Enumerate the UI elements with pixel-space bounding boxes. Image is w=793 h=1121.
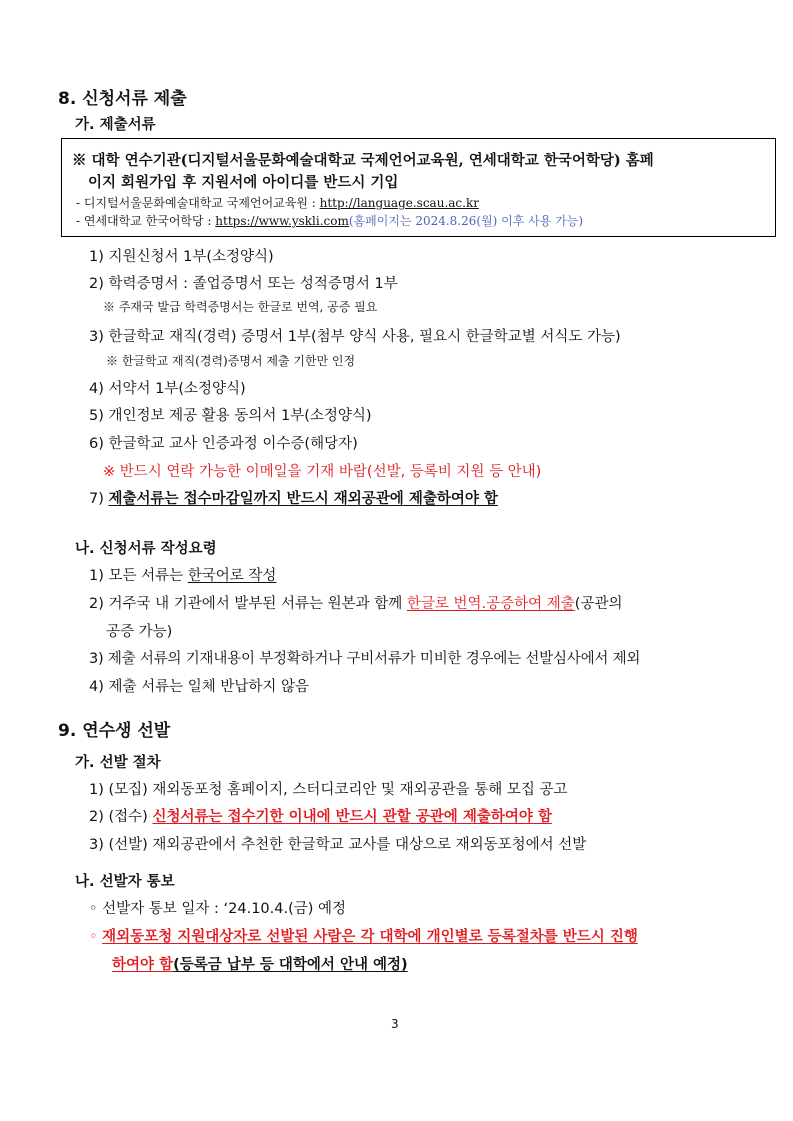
doc-item-5: 5) 개인정보 제공 활용 동의서 1부(소정양식)	[89, 408, 372, 424]
institution-2-note: (홈페이지는 2024.8.26(월) 이후 사용 가능)	[348, 214, 584, 228]
section-9a-title: 가. 선발 절차	[75, 755, 161, 771]
institution-1-link[interactable]: http://language.scau.ac.kr	[319, 196, 479, 210]
doc-item-4: 4) 서약서 1부(소정양식)	[89, 381, 246, 397]
registration-bullet: ◦	[89, 929, 103, 945]
guide-item-2-suffix: (공관의	[574, 596, 623, 612]
institution-line-1	[76, 194, 479, 211]
guide-item-4: 4) 제출 서류는 일체 반납하지 않음	[89, 679, 310, 695]
institution-1-label: - 디지털서울문화예술대학교 국제언어교육원 :	[76, 196, 320, 210]
notice-line-1: ※ 대학 연수기관(디지털서울문화예술대학교 국제언어교육원, 연세대학교 한국어학당) 홈페	[72, 152, 654, 169]
registration-highlight: 재외동포청 지원대상자로 선발된 사람은 각 대학에 개인별로 등록절차를 반드시 진행	[102, 929, 638, 945]
institution-line-2	[76, 212, 583, 229]
guide-item-1	[89, 564, 276, 585]
doc-item-7-text: 제출서류는 접수마감일까지 반드시 재외공관에 제출하여야 함	[108, 491, 498, 507]
notice-date: ◦ 선발자 통보 일자 : ‘24.10.4.(금) 예정	[89, 901, 347, 917]
guide-item-2-text: 2) 거주국 내 기관에서 발부된 서류는 원본과 함께	[89, 596, 407, 612]
selection-step-2	[89, 805, 552, 826]
guide-item-1-text: 1) 모든 서류는	[89, 568, 188, 584]
registration-notice	[89, 925, 638, 946]
guide-item-2-continued: 공증 가능)	[106, 624, 173, 640]
doc-item-3: 3) 한글학교 재직(경력) 증명서 1부(첨부 양식 사용, 필요시 한글학교별 서식도 가능)	[89, 329, 621, 345]
section-9b-title: 나. 선발자 통보	[75, 874, 175, 890]
section-8b-title: 나. 신청서류 작성요령	[75, 541, 217, 557]
institution-2-label: - 연세대학교 한국어학당 :	[76, 214, 216, 228]
registration-notice-continued	[112, 953, 408, 974]
doc-item-6-note: ※ 반드시 연락 가능한 이메일을 기재 바람(선발, 등록비 지원 등 안내)	[103, 464, 542, 480]
section-8a-title: 가. 제출서류	[75, 117, 156, 133]
selection-step-1: 1) (모집) 재외동포청 홈페이지, 스터디코리안 및 재외공관을 통해 모집 공고	[89, 782, 568, 798]
page-number: 3	[391, 1017, 399, 1031]
notice-box	[61, 138, 776, 237]
registration-highlight-end: 하여야 함	[112, 957, 174, 973]
doc-item-2-note: ※ 주재국 발급 학력증명서는 한글로 번역, 공증 필요	[103, 300, 378, 314]
doc-item-2: 2) 학력증명서 : 졸업증명서 또는 성적증명서 1부	[89, 276, 398, 292]
doc-item-3-note: ※ 한글학교 재직(경력)증명서 제출 기한만 인정	[106, 354, 356, 368]
doc-item-6: 6) 한글학교 교사 인증과정 이수증(해당자)	[89, 436, 358, 452]
doc-item-7	[89, 487, 498, 508]
doc-item-7-number: 7)	[89, 491, 109, 507]
selection-step-2-highlight: 신청서류는 접수기한 이내에 반드시 관할 공관에 제출하여야 함	[152, 809, 552, 825]
guide-item-1-underlined: 한국어로 작성	[187, 568, 277, 584]
institution-2-link[interactable]: https://www.yskli.com	[215, 214, 349, 228]
section-9-title: 9. 연수생 선발	[58, 721, 171, 741]
guide-item-3: 3) 제출 서류의 기재내용이 부정확하거나 구비서류가 미비한 경우에는 선발심사에서 제외	[89, 651, 641, 667]
selection-step-3: 3) (선발) 재외공관에서 추천한 한글학교 교사를 대상으로 재외동포청에서 선발	[89, 837, 587, 853]
registration-suffix: (등록금 납부 등 대학에서 안내 예정)	[173, 957, 408, 973]
guide-item-2	[89, 592, 622, 613]
selection-step-2-label: 2) (접수)	[89, 809, 153, 825]
guide-item-2-highlight: 한글로 번역.공증하여 제출	[406, 596, 575, 612]
notice-line-2: 이지 회원가입 후 지원서에 아이디를 반드시 기입	[88, 174, 399, 191]
doc-item-1: 1) 지원신청서 1부(소정양식)	[89, 249, 274, 265]
section-8-title: 8. 신청서류 제출	[58, 89, 187, 109]
